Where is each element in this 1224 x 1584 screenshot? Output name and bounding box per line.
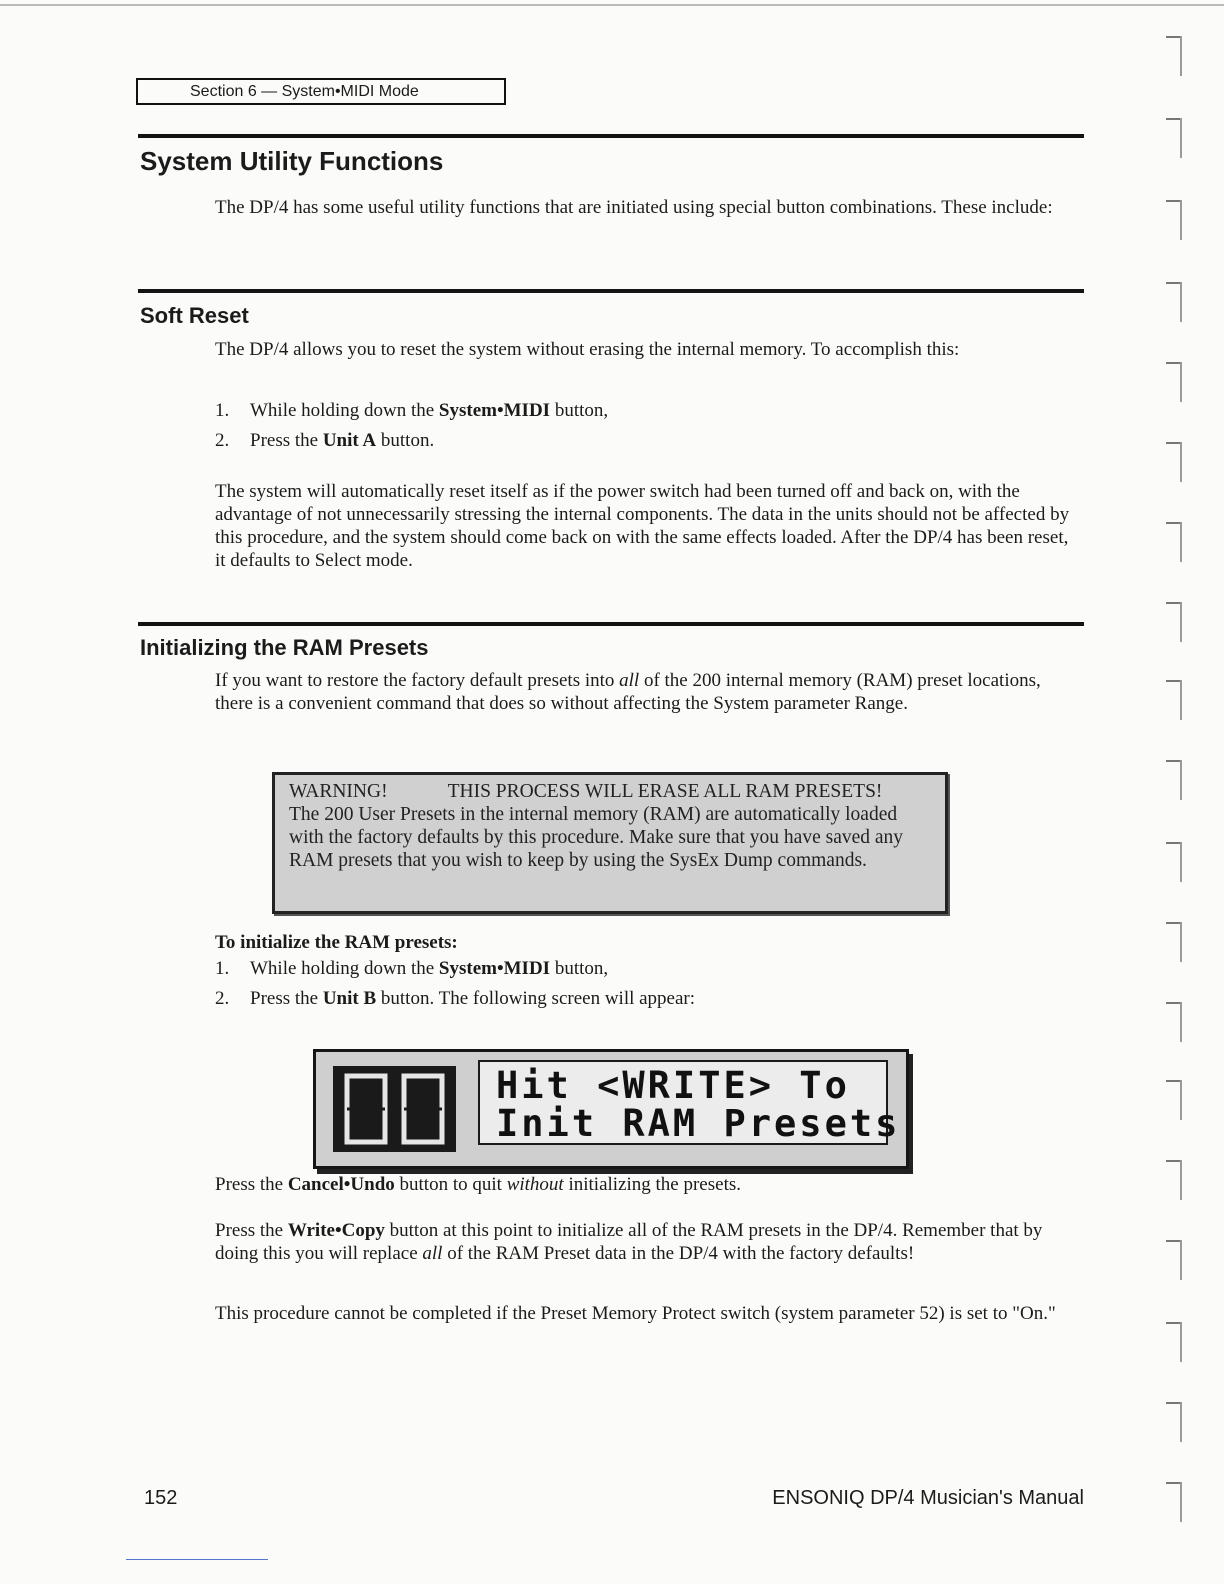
edge-tab-mark [1166,362,1182,364]
edge-tab-mark [1166,602,1182,604]
manual-title: ENSONIQ DP/4 Musician's Manual [772,1487,1084,1509]
edge-tab-mark [1166,200,1182,202]
edge-tab-mark [1166,1402,1182,1404]
top-edge-line [0,4,1224,6]
edge-tab-mark [1166,1482,1182,1484]
warning-headline: THIS PROCESS WILL ERASE ALL RAM PRESETS! [447,781,883,802]
soft-reset-step-1: 1. While holding down the System•MIDI button, [215,400,609,421]
edge-tab-mark [1166,442,1182,444]
page-title: System Utility Functions [140,146,444,176]
soft-reset-step-2: 2. Press the Unit A button. [215,430,435,451]
lcd-line-2: Init RAM Presets [496,1102,901,1145]
edge-tab-mark [1166,36,1182,38]
section-label: Section 6 — System•MIDI Mode [190,83,419,100]
warning-body: The 200 User Presets in the internal memory (RAM) are automatically loaded with the factory defaults by this procedure. Make sure that you have saved any RAM presets that you wish to keep by using the SysEx Dump commands. [289,804,904,871]
edge-tab-mark [1166,1240,1182,1242]
lcd-display [313,1049,909,1169]
lcd-line-1: Hit <WRITE> To [496,1064,850,1107]
lcd-digit-display [333,1066,456,1152]
init-ram-heading: Initializing the RAM Presets [140,635,429,660]
edge-tab-mark [1166,1160,1182,1162]
edge-tab-mark [1166,118,1182,120]
soft-reset-heading: Soft Reset [140,303,249,328]
init-ram-intro: If you want to restore the factory default presets into all of the 200 internal memory (RAM) preset locations, there is a convenient command that does so without affecting the System parameter Range. [215,670,1041,714]
section-rule [138,134,1084,138]
section-rule [138,622,1084,626]
init-ram-step-1: 1. While holding down the System•MIDI button, [215,958,609,979]
edge-tab-mark [1166,1322,1182,1324]
edge-tab-mark [1166,842,1182,844]
edge-tab-mark [1166,922,1182,924]
write-instruction: Press the Write•Copy button at this point to initialize all of the RAM presets in the DP/4. Remember that by doing this you will replace all of the RAM Preset data in the DP/4 with the factory defaults! [215,1220,1043,1264]
init-ram-step-2: 2. Press the Unit B button. The following screen will appear: [215,988,696,1009]
seven-segment-digits [333,1066,456,1152]
init-ram-subheading: To initialize the RAM presets: [215,932,458,953]
lcd-text-panel [478,1060,901,1145]
edge-tab-mark [1166,522,1182,524]
page-number: 152 [144,1487,178,1509]
cancel-instruction: Press the Cancel•Undo button to quit without initializing the presets. [215,1174,741,1195]
edge-tab-mark [1166,282,1182,284]
memory-protect-note: This procedure cannot be completed if the Preset Memory Protect switch (system parameter 52) is set to "On." [215,1303,1056,1324]
utility-intro: The DP/4 has some useful utility functions that are initiated using special button combinations. These include: [215,197,1053,218]
section-rule [138,289,1084,293]
bottom-link-underline [126,1559,268,1560]
warning-box [272,772,948,914]
edge-tab-mark [1166,680,1182,682]
soft-reset-intro: The DP/4 allows you to reset the system without erasing the internal memory. To accomplish this: [215,339,960,360]
section-header-box [136,78,506,105]
edge-tab-mark [1166,1002,1182,1004]
warning-label: WARNING! [289,781,388,802]
soft-reset-body: The system will automatically reset itself as if the power switch had been turned off and back on, with the advantage of not unnecessarily stressing the internal components. The data in the units should not be affected by this procedure, and the system should come back on with the same effects loaded. After the DP/4 has been reset, it defaults to Select mode. [215,481,1070,571]
edge-tab-mark [1166,1080,1182,1082]
edge-tab-mark [1166,760,1182,762]
